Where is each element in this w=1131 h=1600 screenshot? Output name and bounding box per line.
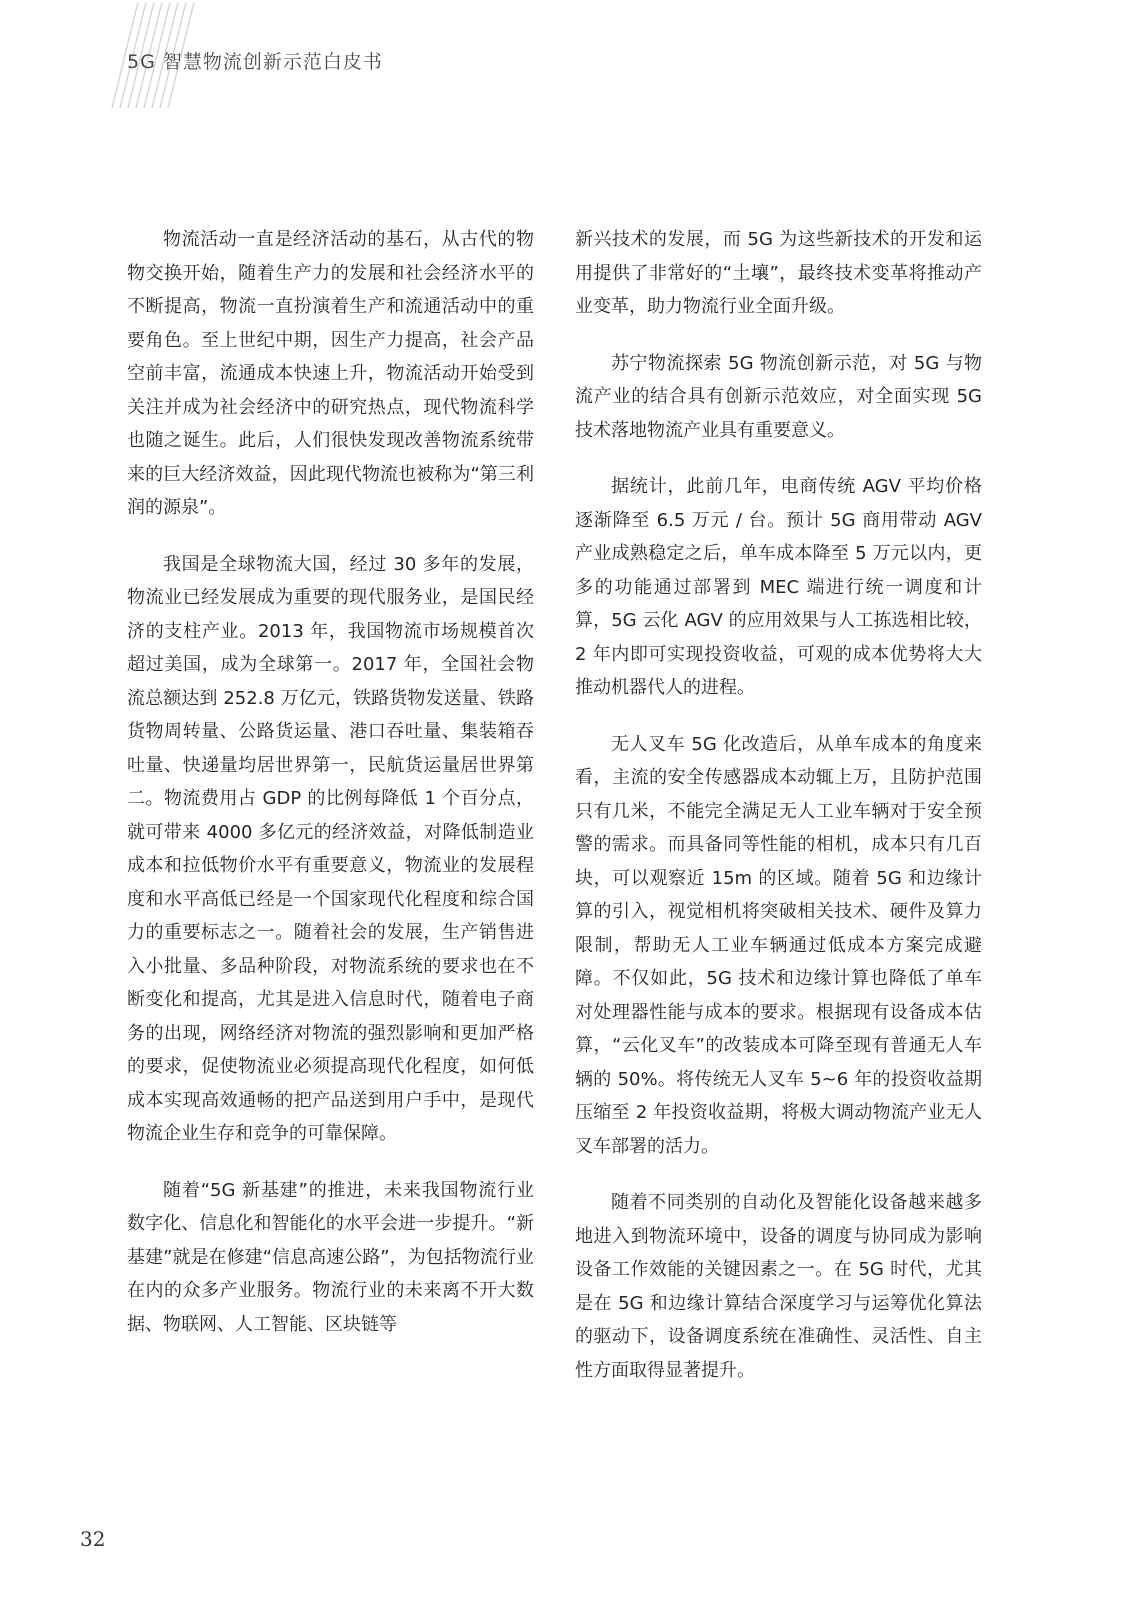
right-text-column xyxy=(575,223,982,1410)
paragraph: 随着不同类别的自动化及智能化设备越来越多地进入到物流环境中，设备的调度与协同成为影响设备工作效能的关键因素之一。在 5G 时代，尤其是在 5G 和边缘计算结合深度学习与运筹优化算法的驱动下，设备调度系统在准确性、灵活性、自主性方面取得显著提升。 xyxy=(575,1192,982,1381)
left-text-column xyxy=(127,223,534,1364)
page-number: 32 xyxy=(80,1527,106,1551)
paragraph-continuation: 新兴技术的发展，而 5G 为这些新技术的开发和运用提供了非常好的“土壤”，最终技术变革将推动产业变革，助力物流行业全面升级。 xyxy=(575,229,982,317)
paragraph: 苏宁物流探索 5G 物流创新示范，对 5G 与物流产业的结合具有创新示范效应，对全面实现 5G 技术落地物流产业具有重要意义。 xyxy=(575,352,982,441)
page-header-title: 5G 智慧物流创新示范白皮书 xyxy=(127,51,383,73)
paragraph: 无人叉车 5G 化改造后，从单车成本的角度来看，主流的安全传感器成本动辄上万，且防护范围只有几米，不能完全满足无人工业车辆对于安全预警的需求。而具备同等性能的相机，成本只有几百块，可以观察近 15m 的区域。随着 5G 和边缘计算的引入，视觉相机将突破相关技术、硬件及算力限制，帮助无人工业车辆通过低成本方案完成避障。不仅如此，5G 技术和边缘计算也降低了单车对处理器性能与成本的要求。根据现有设备成本估算，“云化叉车”的改装成本可降至现有普通无人车辆的 50%。将传统无人叉车 5~6 年的投资收益期压缩至 2 年投资收益期，将极大调动物流产业无人叉车部署的活力。 xyxy=(575,733,982,1157)
paragraph: 据统计，此前几年，电商传统 AGV 平均价格逐渐降至 6.5 万元 / 台。预计 5G 商用带动 AGV 产业成熟稳定之后，单车成本降至 5 万元以内，更多的功能通过部署到 MEC 端进行统一调度和计算，5G 云化 AGV 的应用效果与人工拣选相比较，2 年内即可实现投资收益，可观的成本优势将大大推动机器代人的进程。 xyxy=(575,476,982,698)
paragraph: 物流活动一直是经济活动的基石，从古代的物物交换开始，随着生产力的发展和社会经济水平的不断提高，物流一直扮演着生产和流通活动中的重要角色。至上世纪中期，因生产力提高，社会产品空前丰富，流通成本快速上升，物流活动开始受到关注并成为社会经济中的研究热点，现代物流科学也随之诞生。此后，人们很快发现改善物流系统带来的巨大经济效益，因此现代物流也被称为“第三利润的源泉”。 xyxy=(127,229,534,518)
paragraph: 随着“5G 新基建”的推进，未来我国物流行业数字化、信息化和智能化的水平会进一步提升。“新基建”就是在修建“信息高速公路”，为包括物流行业在内的众多产业服务。物流行业的未来离不开大数据、物联网、人工智能、区块链等 xyxy=(127,1179,534,1335)
paragraph: 我国是全球物流大国，经过 30 多年的发展，物流业已经发展成为重要的现代服务业，是国民经济的支柱产业。2013 年，我国物流市场规模首次超过美国，成为全球第一。2017 年，全国社会物流总额达到 252.8 万亿元，铁路货物发送量、铁路货物周转量、公路货运量、港口吞吐量、集装箱吞吐量、快递量均居世界第一，民航货运量居世界第二。物流费用占 GDP 的比例每降低 1 个百分点，就可带来 4000 多亿元的经济效益，对降低制造业成本和拉低物价水平有重要意义，物流业的发展程度和水平高低已经是一个国家现代化程度和综合国力的重要标志之一。随着社会的发展，生产销售进入小批量、多品种阶段，对物流系统的要求也在不断变化和提高，尤其是进入信息时代，随着电子商务的出现，网络经济对物流的强烈影响和更加严格的要求，促使物流业必须提高现代化程度，如何低成本实现高效通畅的把产品送到用户手中，是现代物流企业生存和竞争的可靠保障。 xyxy=(127,553,535,1144)
